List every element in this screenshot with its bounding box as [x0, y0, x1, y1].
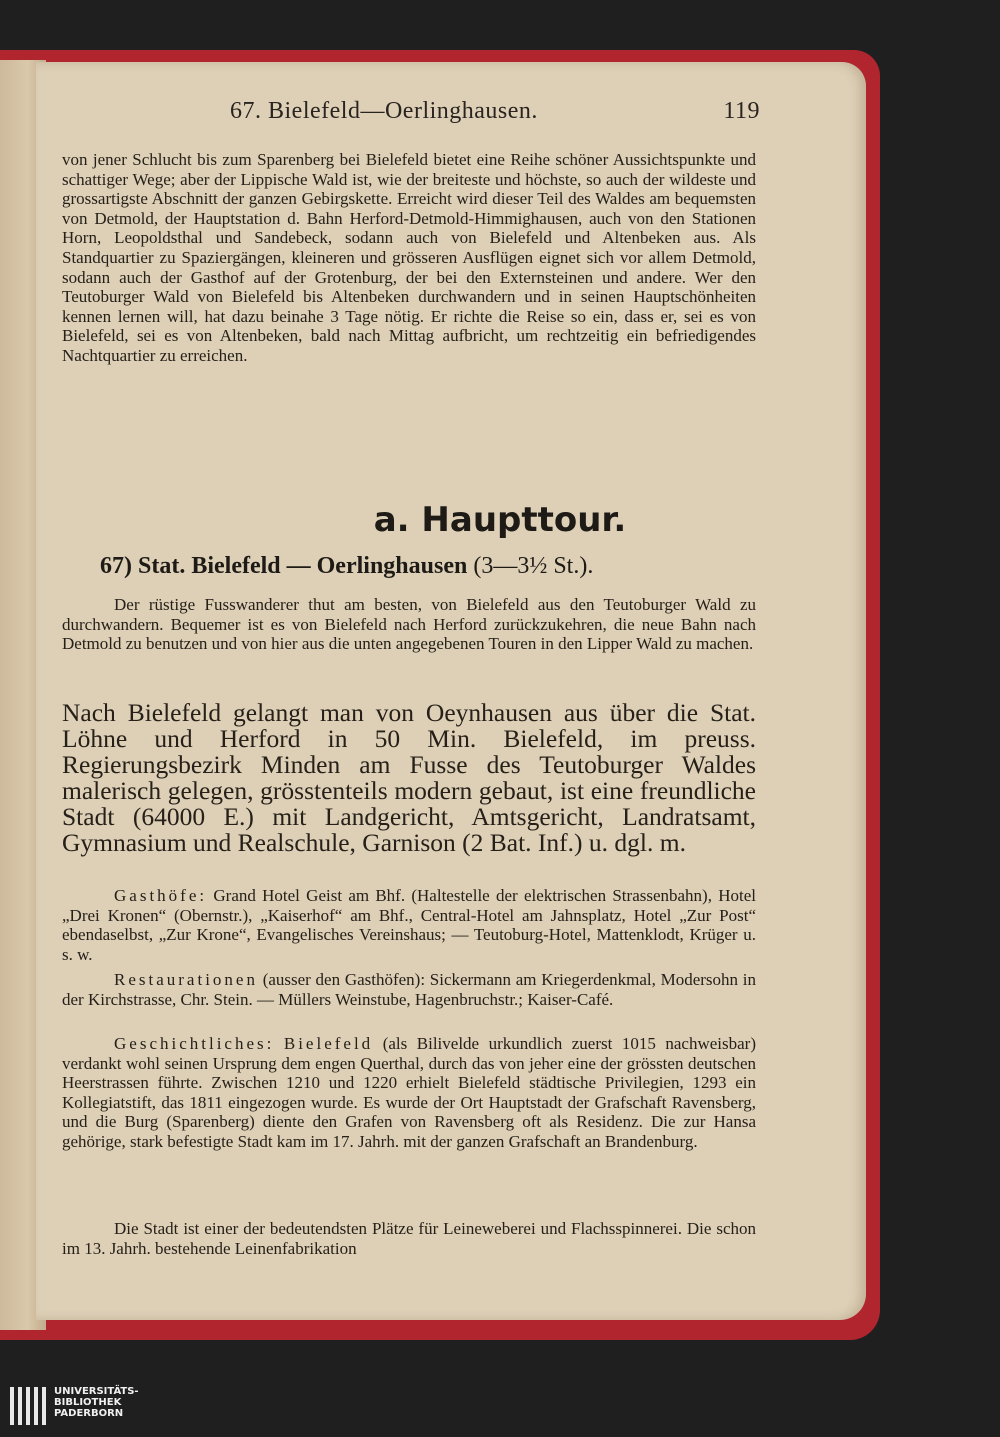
restaurants-paragraph [62, 970, 756, 1009]
main-paragraph: Nach Bielefeld gelangt man von Oeynhausen aus über die Stat. Löhne und Herford in 50 Min. Bielefeld, im preuss. Regierungsbezirk Minden am Fusse des Teutoburger Waldes malerisch gelegen, grösstenteils modern gebaut, ist eine freundliche Stadt (64000 E.) mit Landgericht, Amtsgericht, Landratsamt, Gymnasium und Realschule, Garnison (2 Bat. Inf.) u. dgl. m. [62, 698, 756, 857]
route-name: Stat. Bielefeld — Oerlinghausen [138, 553, 468, 579]
hotels-label: Gasthöfe: [114, 886, 208, 905]
running-head [230, 98, 760, 125]
route-number: 67) [100, 553, 132, 579]
linen-paragraph: Die Stadt ist einer der bedeutendsten Plätze für Leineweberei und Flachsspinnerei. Die schon im 13. Jahrh. bestehende Leinenfabrikation [62, 1219, 756, 1258]
library-logo-line3: PADERBORN [54, 1408, 124, 1419]
library-logo-icon [10, 1387, 48, 1425]
hotels-text: Grand Hotel Geist am Bhf. (Haltestelle der elektrischen Strassenbahn), Hotel „Drei Kronen“ (Obernstr.), „Kaiserhof“ am Bhf., Central-Hotel am Jahnsplatz, Hotel „Zur Post“ ebendaselbst, „Zur Krone“, Evangelisches Vereinshaus; — Teutoburg-Hotel, Mattenklodt, Krüger u. s. w. [62, 886, 757, 964]
library-logo-text [54, 1386, 139, 1419]
library-logo [10, 1383, 170, 1433]
restaurants-label: Restaurationen [114, 970, 258, 989]
library-logo-line1: UNIVERSITÄTS- [54, 1386, 139, 1397]
history-text: (als Bilivelde urkundlich zuerst 1015 nachweisbar) verdankt wohl seinen Ursprung dem engen Querthal, durch das von jeher eine der grössten deutschen Heerstrassen führte. Zwischen 1210 und 1220 erhielt Bielefeld städtische Privilegien, 1293 ein Kollegiatstift, das 1811 eingezogen wurde. Es wurde der Ort Hauptstadt der Grafschaft Ravensberg, und die Burg (Sparenberg) diente den Grafen von Ravensberg oft als Residenz. Die zur Hansa gehörige, stark befestigte Stadt kam im 17. Jahrh. mit der ganzen Grafschaft an Brandenburg. [62, 1034, 757, 1151]
restaurants-text: (ausser den Gasthöfen): Sickermann am Kriegerdenkmal, Modersohn in der Kirchstrasse, Chr. Stein. — Müllers Weinstube, Hagenbruchstr.; Kaiser-Café. [62, 970, 756, 1009]
route-duration: (3—3½ St.). [473, 553, 594, 579]
running-head-title: 67. Bielefeld—Oerlinghausen. [230, 98, 538, 124]
history-label: Geschichtliches: [114, 1034, 275, 1053]
library-logo-line2: BIBLIOTHEK [54, 1397, 122, 1408]
history-paragraph [62, 1034, 756, 1152]
route-title [100, 553, 740, 580]
intro-paragraph: von jener Schlucht bis zum Sparenberg bei Bielefeld bietet eine Reihe schöner Aussichtspunkte und schattiger Wege; aber der Lippische Wald ist, wie der breiteste und höchste, so auch der wildeste und grossartigste Abschnitt der ganzen Gebirgskette. Erreicht wird dieser Teil des Waldes am bequemsten von Detmold, der Hauptstation d. Bahn Herford-Detmold-Himmighausen, auch von den Stationen Horn, Leopoldsthal und Sandebeck, sodann auch von Bielefeld und Altenbeken aus. Als Standquartier zu Spaziergängen, kleineren und grösseren Ausflügen eignet sich vor allem Detmold, sodann auch der Gasthof auf der Grotenburg, der bei den Externsteinen und andere. Wer den Teutoburger Wald von Bielefeld bis Altenbeken durchwandern und in seinen Hauptschönheiten kennen lernen will, hat dazu beinahe 3 Tage nötig. Er richte die Reise so ein, dass er, sei es von Bielefeld, sei es von Altenbeken, bald nach Mittag aufbricht, um rechtzeitig ein befriedigendes Nachtquartier zu erreichen. [62, 150, 756, 365]
section-heading: a. Haupttour. [373, 500, 627, 540]
hotels-paragraph [62, 886, 756, 964]
history-name: Bielefeld [283, 1034, 374, 1053]
walker-paragraph: Der rüstige Fusswanderer thut am besten, von Bielefeld aus den Teutoburger Wald zu durchwandern. Bequemer ist es von Bielefeld nach Herford zurückzukehren, die neue Bahn nach Detmold zu benutzen und von hier aus die unten angegebenen Touren in den Lipper Wald zu machen. [62, 595, 756, 654]
page-number: 119 [723, 98, 760, 124]
